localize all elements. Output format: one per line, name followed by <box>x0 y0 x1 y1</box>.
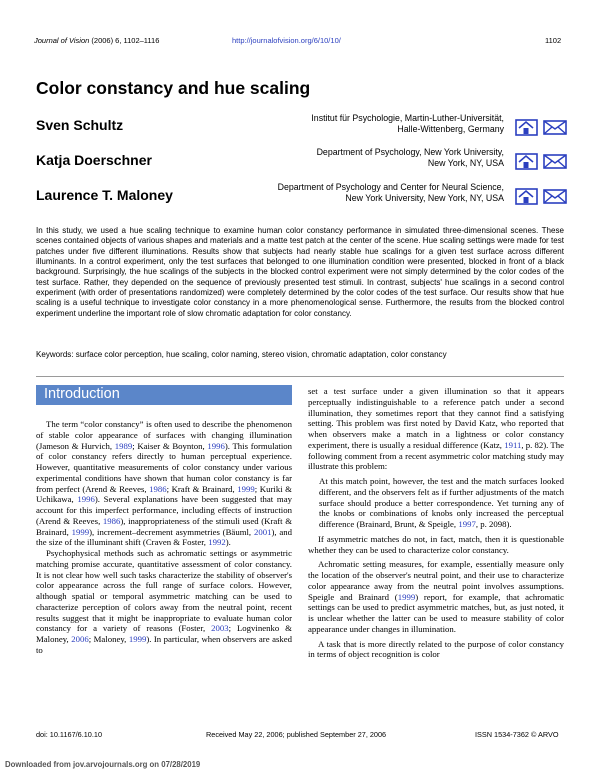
home-icon[interactable] <box>516 154 537 169</box>
block-quote: At this match point, however, the test and the match surfaces looked different, and the observers felt as if further adjustments of the match surface should produce a better correspondence. Yet turning any of the knobs or combinations of knobs only increased the perceptual difference (Brainard, Brunt, & Speigle, 1997, p. 2098). <box>319 476 564 529</box>
author-name: Katja Doerschner <box>36 152 152 168</box>
paragraph: Achromatic setting measures, for example, essentially measure only the location of the observer's neutral point, and their use to characterize color appearance away from the neutral point involves assumptions. Speigle and Brainard (1999) report, for example, that achromatic settings can be used to predict asymmetric matches, but, as just noted, it is unclear whether the latter can be used to measure stability of color appearance under changes in illumination. <box>308 559 564 634</box>
affiliation-line: New York University, New York, NY, USA <box>345 193 504 203</box>
citation-link[interactable]: 1997 <box>458 519 476 529</box>
affiliation-line: Department of Psychology, New York University, <box>316 147 504 157</box>
author-affiliation <box>317 147 504 169</box>
page-number: 1102 <box>545 36 562 45</box>
paragraph: The term “color constancy” is often used to describe the phenomenon of stable color appearance of surfaces with changing illumination (Jameson & Hurvich, 1989; Kaiser & Boynton, 1996). This formulation of color constancy refers directly to human perceptual experience. However, quantitative measurements of color constancy under various experimental conditions have shown that human color constancy is far from perfect (Arend & Reeves, 1986; Kraft & Brainard, 1999; Kuriki & Uchikawa, 1996). Several explanations have been suggested that may account for this imperfect performance, including effects of instruction (Arend & Reeves, 1986), inappropriateness of the stimuli used (Kraft & Brainard, 1999), increment–decrement asymmetries (Bäuml, 2001), and the size of the illuminant shift (Craven & Foster, 1992). <box>36 419 293 548</box>
paragraph: set a test surface under a given illumination so that it appears perceptually indistinguishable to a reference patch under a second illumination, they sometimes report that they cannot find a satisfying setting. This problem was first noted by David Katz, who reported that when observers make a match in a lightness or color constancy experiment, there is usually a residual difference (Katz, 1911, p. 82). The following comment from a recent asymmetric color matching study may illustrate this problem: <box>308 386 564 472</box>
author-name: Sven Schultz <box>36 117 124 133</box>
citation-link[interactable]: 1996 <box>77 494 95 505</box>
paragraph: A task that is more directly related to the purpose of color constancy in terms of object recognition is color <box>308 638 564 660</box>
abstract: In this study, we used a hue scaling technique to examine human color constancy performance in simulated three-dimensional scenes. These scenes contained objects of various shapes and materials and a matte test patch at the center of the scene. Hue scaling settings were made for test patches under five different illuminations. Results show that subjects had nearly stable hue scalings for a given test surface across different illuminants. In a control experiment, only the test surfaces that belonged to one illumination condition were presented, blocked in front of a black background. Surprisingly, the hue scalings of the subjects in the blocked control experiment were not simply determined by the color codes of the test surface. Rather, they depended on the sequence of previously presented test stimuli. In contrast, subjects' hue scalings in a second control experiment (with order of presentations randomized) were completely determined by the color codes of the test surface. Our results show that hue scaling is a useful technique to investigate color constancy in a more phenomenological sense. Furthermore, the results from the blocked control experiment underline the important role of slow chromatic adaptation for color constancy. <box>36 226 564 318</box>
journal-citation: (2006) 6, 1102–1116 <box>91 36 160 45</box>
article-title: Color constancy and hue scaling <box>36 78 311 98</box>
home-icon[interactable] <box>516 120 537 135</box>
affiliation-line: New York, NY, USA <box>427 158 504 168</box>
citation-link[interactable]: 1999 <box>71 526 90 537</box>
journal-name: Journal of Vision <box>34 36 90 45</box>
citation-link[interactable]: 1911 <box>504 439 522 450</box>
body-column-right <box>308 386 564 660</box>
download-notice: Downloaded from jov.arvojournals.org on 07/28/2019 <box>5 760 201 769</box>
author-affiliation <box>278 182 504 204</box>
affiliation-line: Department of Psychology and Center for Neural Science, <box>277 182 504 192</box>
author-contact-icons <box>515 150 567 170</box>
doi: doi: 10.1167/6.10.10 <box>36 730 102 739</box>
citation-link[interactable]: 1999 <box>237 483 255 494</box>
home-icon[interactable] <box>516 189 537 204</box>
affiliation-line: Institut für Psychologie, Martin-Luther-Universität, <box>311 113 504 123</box>
citation-link[interactable]: 1986 <box>149 483 167 494</box>
paragraph: Psychophysical methods such as achromatic settings or asymmetric matching promise accurate, quantitative assessment of color constancy. It is not clear how well such tasks characterize the stability of observer's color appearance across the full range of surface colors. However, although spatial or temporal asymmetric matching can be used to characterize perception of colors away from the neutral point, recent results suggest that it might be inappropriate to evaluate human color constancy for a variety of reasons (Foster, 2003; Logvinenko & Maloney, 2006; Maloney, 1999). In particular, when observers are asked to <box>36 548 292 655</box>
citation-link[interactable]: 1989 <box>114 440 133 451</box>
citation-link[interactable]: 2001 <box>253 526 272 537</box>
mail-icon[interactable] <box>544 155 566 168</box>
section-heading: Introduction <box>44 386 120 402</box>
citation-link[interactable]: 1986 <box>102 515 121 526</box>
keywords: Keywords: surface color perception, hue scaling, color naming, stereo vision, chromatic adaptation, color constancy <box>36 350 447 359</box>
affiliation-line: Halle-Wittenberg, Germany <box>397 124 504 134</box>
divider <box>36 376 564 377</box>
paragraph: If asymmetric matches do not, in fact, match, then it is questionable whether they can be used to characterize color constancy. <box>308 533 564 555</box>
issn: ISSN 1534-7362 © ARVO <box>475 730 559 739</box>
citation-link[interactable]: 1999 <box>128 634 147 644</box>
running-header-citation <box>34 36 159 45</box>
author-affiliation <box>311 113 504 135</box>
citation-link[interactable]: 1999 <box>397 591 416 602</box>
citation-link[interactable]: 1996 <box>207 440 225 451</box>
article-url-link[interactable]: http://journalofvision.org/6/10/10/ <box>232 36 341 45</box>
author-name: Laurence T. Maloney <box>36 187 173 203</box>
mail-icon[interactable] <box>544 121 566 134</box>
citation-link[interactable]: 2006 <box>71 634 89 644</box>
author-contact-icons <box>515 185 567 205</box>
author-contact-icons <box>515 116 567 136</box>
body-column-left <box>36 419 292 656</box>
received-date: Received May 22, 2006; published September 27, 2006 <box>206 730 387 739</box>
citation-link[interactable]: 1992 <box>208 537 226 548</box>
mail-icon[interactable] <box>544 190 566 203</box>
citation-link[interactable]: 2003 <box>211 623 229 634</box>
